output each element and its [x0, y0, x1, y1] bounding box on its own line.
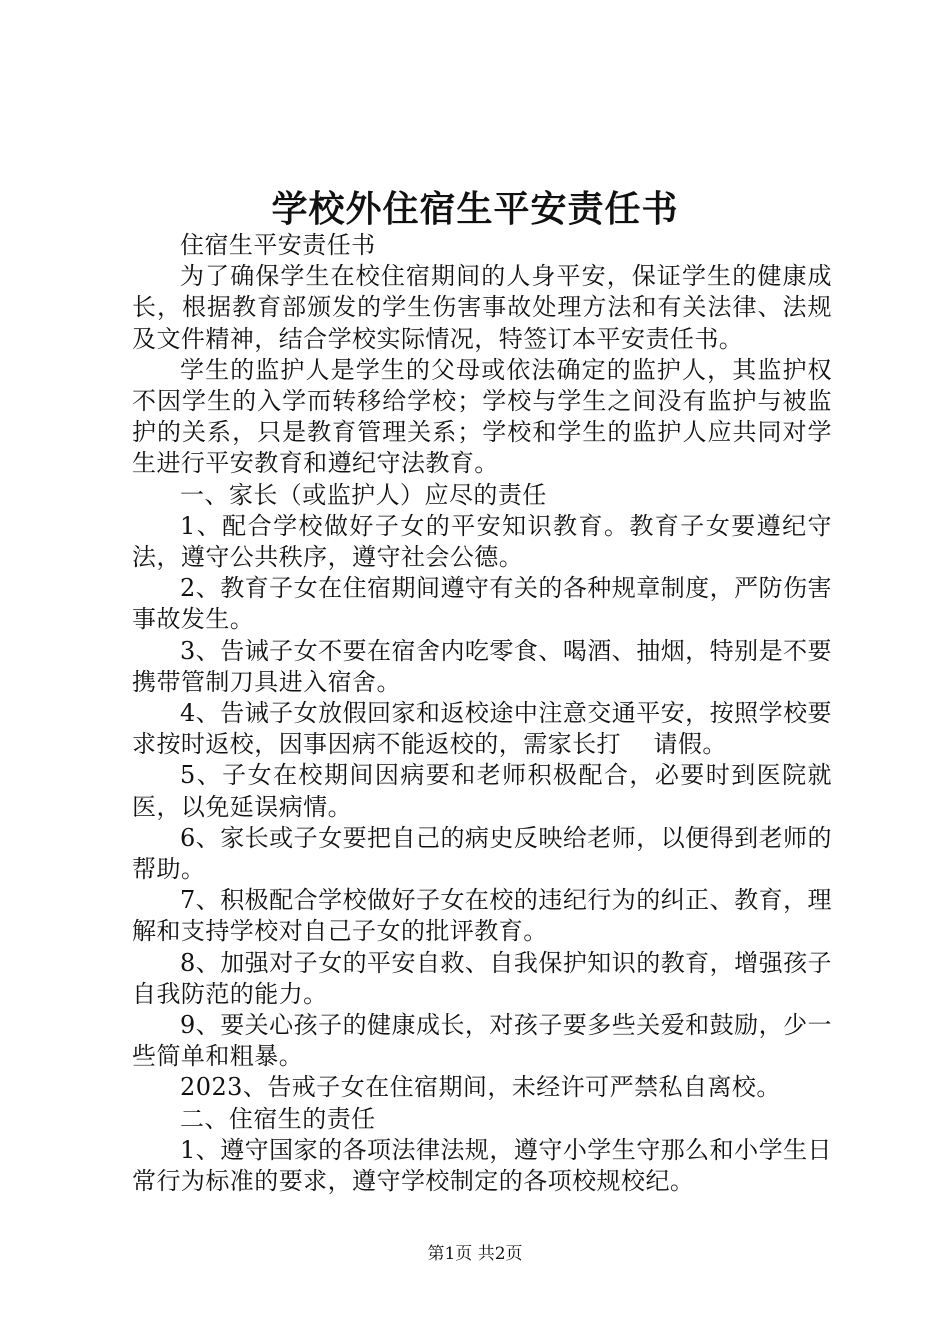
paragraph-guardian: 学生的监护人是学生的父母或依法确定的监护人，其监护权不因学生的入学而转移给学校；学校与学生之间没有监护与被监护的关系，只是教育管理关系；学校和学生的监护人应共同对学生进行平安教育和遵纪守法教育。	[132, 355, 832, 478]
parent-duty-item: 4、告诫子女放假回家和返校途中注意交通平安，按照学校要求按时返校，因事因病不能返校的，需家长打 请假。	[132, 699, 832, 759]
document-title: 学校外住宿生平安责任书	[271, 188, 679, 230]
parent-duty-item: 7、积极配合学校做好子女在校的违纪行为的纠正、教育，理解和支持学校对自己子女的批评教育。	[132, 886, 832, 946]
parent-duty-item: 9、要关心孩子的健康成长，对孩子要多些关爱和鼓励，少一些简单和粗暴。	[132, 1011, 832, 1071]
paragraph-subtitle: 住宿生平安责任书	[180, 231, 376, 259]
parent-duty-item: 3、告诫子女不要在宿舍内吃零食、喝酒、抽烟，特别是不要携带管制刀具进入宿舍。	[132, 636, 832, 696]
parent-duty-item: 1、配合学校做好子女的平安知识教育。教育子女要遵纪守法，遵守公共秩序，遵守社会公德。	[132, 511, 832, 572]
student-duty-item: 1、遵守国家的各项法律法规，遵守小学生守那么和小学生日常行为标准的要求，遵守学校制定的各项校规校纪。	[132, 1135, 832, 1196]
document-body	[132, 230, 832, 1197]
parent-duty-item: 2023、告戒子女在住宿期间，未经许可严禁私自离校。	[180, 1073, 781, 1102]
section-heading-parents: 一、家长（或监护人）应尽的责任	[180, 480, 547, 509]
section-heading-students: 二、住宿生的责任	[180, 1104, 376, 1133]
parent-duty-item: 5、子女在校期间因病要和老师积极配合，必要时到医院就医，以免延误病情。	[132, 761, 832, 821]
parent-duty-item: 6、家长或子女要把自己的病史反映给老师，以便得到老师的帮助。	[132, 823, 832, 884]
paragraph-intro: 为了确保学生在校住宿期间的人身平安，保证学生的健康成长，根据教育部颁发的学生伤害事故处理方法和有关法律、法规及文件精神，结合学校实际情况，特签订本平安责任书。	[132, 262, 832, 353]
parent-duty-item: 8、加强对子女的平安自救、自我保护知识的教育，增强孩子自我防范的能力。	[132, 948, 832, 1008]
page-footer: 第1页 共2页	[427, 1244, 523, 1264]
parent-duty-item: 2、教育子女在住宿期间遵守有关的各种规章制度，严防伤害事故发生。	[132, 574, 832, 634]
